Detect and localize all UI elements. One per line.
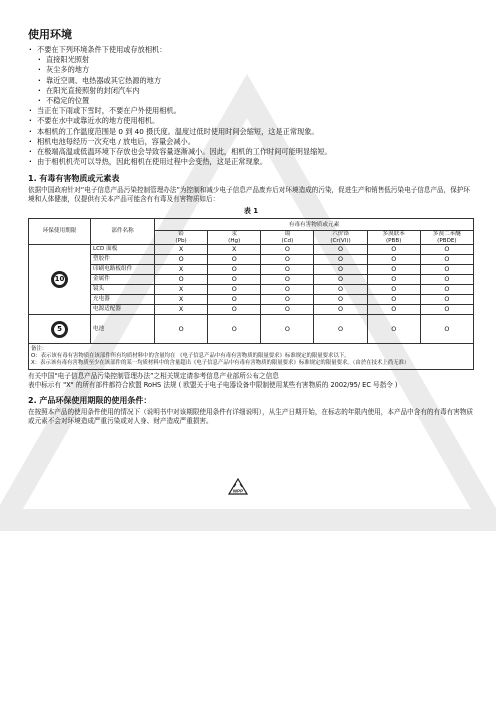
substance-mark: O: [261, 305, 314, 315]
substance-header: [367, 231, 420, 245]
table-row: [29, 275, 474, 285]
environment-list: [28, 45, 474, 167]
substance-symbol: (Cd): [281, 237, 294, 244]
substance-name: 多溴二苯醚: [432, 231, 461, 238]
substance-mark: O: [367, 245, 420, 255]
substance-mark: O: [208, 315, 261, 344]
substance-mark: O: [367, 305, 420, 315]
period-cell: [29, 245, 91, 315]
substance-mark: O: [314, 255, 367, 265]
header-part: 部件名称: [91, 219, 155, 245]
substance-mark: O: [208, 295, 261, 305]
section2-paragraph: 在按照本产品的使用条件使用的情况下（说明书中对该期限使用条件有详细说明），从生产日期开始，在标志的年限内使用，本产品中含有的有毒有害物质或元素不会对环境造成严重污染或对人身、财产造成严重损害。: [28, 408, 474, 425]
header-group: 有毒有害物质或元素: [155, 219, 474, 231]
table-row: [29, 305, 474, 315]
substance-symbol: (PBB): [385, 237, 402, 244]
substance-mark: X: [155, 245, 208, 255]
substance-header: [261, 231, 314, 245]
substance-mark: O: [420, 305, 473, 315]
substance-symbol: (Pb): [175, 237, 187, 244]
substance-mark: O: [420, 265, 473, 275]
substance-symbol: (Hg): [228, 237, 241, 244]
substance-symbol: (PBDE): [437, 237, 457, 244]
substance-mark: O: [420, 275, 473, 285]
env-sub-item: · 灰尘多的地方: [28, 65, 474, 75]
substance-mark: O: [420, 315, 473, 344]
substance-name: 铅: [178, 231, 184, 238]
substance-mark: O: [367, 315, 420, 344]
substance-mark: O: [208, 265, 261, 275]
env-sub-item: · 在阳光直接照射的封闭汽车内: [28, 86, 474, 96]
substance-mark: O: [314, 265, 367, 275]
part-name: LCD 面板: [91, 245, 155, 255]
table-row: [29, 245, 474, 255]
wpp-recycle-icon: [228, 478, 248, 496]
env-item: · 相机电池每经历一次充电 / 放电后，容量会减小。: [28, 137, 474, 147]
after-table-2: 表中标示有 "X" 的所有部件都符合欧盟 RoHS 法规 ( 欧盟关于电子电器设备中限制使用某些有害物质的 2002/95/ EC 号指令 ): [28, 380, 398, 389]
substance-name: 六价铬: [332, 231, 349, 238]
substance-header: [314, 231, 367, 245]
env-sub-item: · 不稳定的位置: [28, 96, 474, 106]
substance-mark: O: [261, 265, 314, 275]
substance-mark: X: [155, 295, 208, 305]
after-table-1: 有关中国“电子信息产品污染控制管理办法”之相关规定请参考信息产业部所公布之信息: [28, 372, 279, 381]
substance-mark: O: [261, 245, 314, 255]
notes-cell: [29, 344, 474, 370]
substance-mark: O: [261, 295, 314, 305]
part-name: 充电器: [91, 295, 155, 305]
substance-mark: X: [155, 265, 208, 275]
substance-mark: O: [208, 275, 261, 285]
substance-mark: O: [420, 295, 473, 305]
part-name: 电池: [91, 315, 155, 344]
substance-header: [420, 231, 473, 245]
substance-mark: O: [314, 315, 367, 344]
substance-mark: O: [155, 315, 208, 344]
env-sub-item: · 直接阳光照射: [28, 55, 474, 65]
substance-mark: O: [367, 255, 420, 265]
substance-mark: O: [208, 305, 261, 315]
substance-mark: O: [261, 315, 314, 344]
substance-mark: O: [155, 275, 208, 285]
part-name: 塑胶件: [91, 255, 155, 265]
eco-period-value: 5: [54, 324, 65, 335]
note-o: O：表示该有毒有害物质在该部件所有均质材料中的含量均在 《电子信息产品中有毒有害物质的限量要求》标准规定的限量要求以下。: [31, 353, 350, 360]
substance-mark: O: [314, 285, 367, 295]
env-sub-list-wrapper: [28, 55, 474, 106]
substance-mark: O: [367, 295, 420, 305]
substance-mark: O: [314, 295, 367, 305]
substance-mark: O: [367, 265, 420, 275]
table-row: [29, 255, 474, 265]
table-row: [29, 285, 474, 295]
note-x: X：表示该有毒有害物质至少在该部件的某一均质材料中的含量超出《电子信息产品中有毒有害物质的限量要求》标准规定的限量要求。（由於在技术上尚无准）: [31, 360, 410, 367]
env-item: · 由于相机机壳可以导热，因此相机在使用过程中会变热，这是正常现象。: [28, 157, 474, 167]
substance-mark: X: [155, 285, 208, 295]
section1-paragraph: 依据中国政府针对“电子信息产品污染控制管理办法”为控制和减少电子信息产品废弃后对环境造成的污染，促进生产和销售低污染电子信息产品，保护环境和人体健康，仅提供有关本产品可能含有有毒及有害物质如后：: [28, 186, 471, 203]
env-item: · 本相机的工作温度范围是 0 到 40 摄氏度。温度过低时使用时间会缩短，这是正常现象。: [28, 127, 474, 137]
env-item: · 在极端高温或低温环境下存放也会导致容量逐渐减小。因此，相机的工作时间可能明显缩短。: [28, 147, 474, 157]
part-name: 金属件: [91, 275, 155, 285]
table-row: [29, 295, 474, 305]
env-item: · 不要在水中或靠近水的地方使用相机。: [28, 116, 474, 126]
substance-header: [208, 231, 261, 245]
table-row: [29, 315, 474, 344]
header-period: 环保使用期限: [29, 219, 91, 245]
hazardous-substance-table: [28, 218, 474, 370]
substance-name: 多溴联苯: [382, 231, 405, 238]
substance-header: [155, 231, 208, 245]
substance-mark: O: [208, 285, 261, 295]
rows-group-a: [29, 245, 474, 315]
env-sub-item: · 靠近空调、电热器或其它热源的地方: [28, 76, 474, 86]
part-name: 电源适配器: [91, 305, 155, 315]
substance-mark: O: [420, 285, 473, 295]
substance-name: 镉: [284, 231, 291, 238]
page-heading: 使用环境: [28, 28, 72, 41]
substance-mark: O: [420, 245, 473, 255]
section1-title: 1. 有毒有害物质或元素表: [28, 174, 120, 184]
table-title: 表 1: [243, 207, 259, 216]
substance-mark: O: [420, 255, 473, 265]
substance-mark: X: [155, 305, 208, 315]
substance-mark: O: [314, 245, 367, 255]
section2-title: 2. 产品环保使用期限的使用条件：: [28, 396, 152, 406]
substance-mark: O: [314, 305, 367, 315]
substance-symbol: (Cr(VI)): [330, 237, 351, 244]
substance-mark: O: [261, 255, 314, 265]
substance-mark: O: [367, 275, 420, 285]
wpp-label: WPP: [232, 488, 244, 494]
substance-mark: X: [208, 245, 261, 255]
period-cell: [29, 315, 91, 344]
notes-title: 备注：: [31, 346, 48, 353]
eco-period-icon: [51, 271, 68, 288]
substance-name: 汞: [231, 231, 238, 238]
substance-mark: O: [314, 275, 367, 285]
eco-period-value: 10: [54, 275, 65, 284]
substance-mark: O: [367, 285, 420, 295]
page-content: [28, 26, 474, 425]
env-item: · 不要在下列环境条件下使用或存放相机：: [28, 45, 474, 55]
substance-mark: O: [208, 255, 261, 265]
part-name: 镜头: [91, 285, 155, 295]
eco-period-icon: [51, 321, 68, 338]
notes-row: [29, 344, 474, 370]
rows-group-b: [29, 315, 474, 344]
substance-mark: O: [155, 255, 208, 265]
substance-mark: O: [261, 275, 314, 285]
part-name: 印刷电路板组件: [91, 265, 155, 275]
env-sub-list: [28, 55, 474, 106]
substance-mark: O: [261, 285, 314, 295]
env-item: · 当正在下雨或下雪时，不要在户外使用相机。: [28, 106, 474, 116]
table-row: [29, 265, 474, 275]
